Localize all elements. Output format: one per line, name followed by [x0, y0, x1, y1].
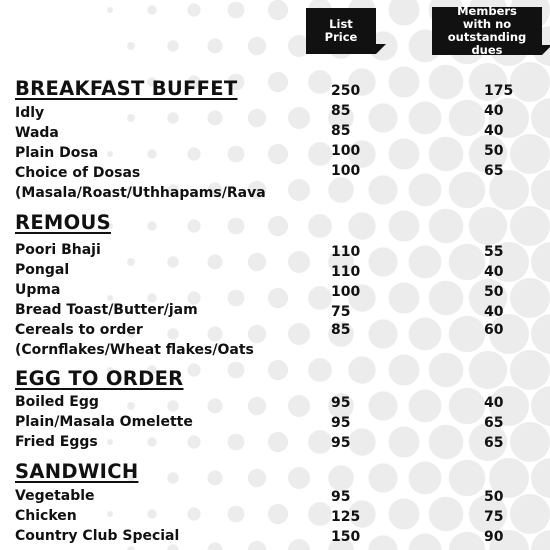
menu-item-member-price: 65	[484, 163, 504, 179]
section-title-breakfast-buffet: BREAKFAST BUFFET	[15, 77, 238, 100]
menu-item-member-price: 40	[484, 103, 504, 119]
menu-item-name: Cereals to order	[15, 322, 143, 338]
menu-item-list-price: 100	[331, 143, 361, 159]
menu-item-list-price: 100	[331, 163, 361, 179]
menu-item-list-price: 85	[331, 322, 351, 338]
menu-item-name: Bread Toast/Butter/jam	[15, 302, 198, 318]
menu-item-name: Plain Dosa	[15, 145, 99, 161]
menu-item-list-price: 95	[331, 415, 351, 431]
members-header-line: Members	[457, 4, 517, 18]
menu-item-member-price: 90	[484, 529, 504, 545]
menu-item-list-price: 110	[331, 264, 361, 280]
menu-item-list-price: 85	[331, 123, 351, 139]
menu-item-list-price: 150	[331, 529, 361, 545]
menu-item-member-price: 55	[484, 244, 504, 260]
menu-item-list-price: 110	[331, 244, 361, 260]
menu-item-member-price: 60	[484, 322, 504, 338]
section-title-remous: REMOUS	[15, 211, 111, 234]
menu-item-name: Idly	[15, 105, 45, 121]
menu-item-name: Chicken	[15, 508, 77, 524]
menu-item-member-price: 50	[484, 489, 504, 505]
section-member-price: 175	[484, 83, 514, 99]
menu-item-name: Plain/Masala Omelette	[15, 414, 193, 430]
section-title-egg-to-order: EGG TO ORDER	[15, 367, 184, 390]
menu-item-member-price: 65	[484, 435, 504, 451]
menu-item-name: Fried Eggs	[15, 434, 98, 450]
menu-item-name: Vegetable	[15, 488, 95, 504]
members-header-line: outstanding dues	[447, 30, 527, 57]
menu-item-member-price: 40	[484, 304, 504, 320]
menu-item-member-price: 50	[484, 284, 504, 300]
menu-item-list-price: 95	[331, 395, 351, 411]
list-price-header-line: Price	[324, 30, 358, 44]
menu-item-list-price: 85	[331, 103, 351, 119]
menu-item-name: Choice of Dosas	[15, 165, 141, 181]
menu-item-name: (Masala/Roast/Uthhapams/Rava	[15, 185, 266, 201]
menu-item-name: (Cornflakes/Wheat flakes/Oats	[15, 342, 254, 358]
menu-item-list-price: 125	[331, 509, 361, 525]
menu-item-list-price: 95	[331, 489, 351, 505]
menu-item-list-price: 75	[331, 304, 351, 320]
menu-item-name: Boiled Egg	[15, 394, 99, 410]
menu-item-member-price: 50	[484, 143, 504, 159]
menu-item-name: Poori Bhaji	[15, 242, 101, 258]
list-price-header-line: List	[329, 17, 353, 31]
menu-item-name: Upma	[15, 282, 61, 298]
menu-item-member-price: 75	[484, 509, 504, 525]
section-list-price: 250	[331, 83, 361, 99]
menu-item-member-price: 65	[484, 415, 504, 431]
menu-item-member-price: 40	[484, 264, 504, 280]
menu-item-name: Pongal	[15, 262, 70, 278]
menu-item-member-price: 40	[484, 123, 504, 139]
menu-item-name: Wada	[15, 125, 59, 141]
members-header-line: with no	[462, 17, 512, 31]
menu-item-list-price: 95	[331, 435, 351, 451]
section-title-sandwich: SANDWICH	[15, 460, 139, 483]
menu-item-member-price: 40	[484, 395, 504, 411]
menu-item-name: Country Club Special	[15, 528, 180, 544]
menu-item-list-price: 100	[331, 284, 361, 300]
